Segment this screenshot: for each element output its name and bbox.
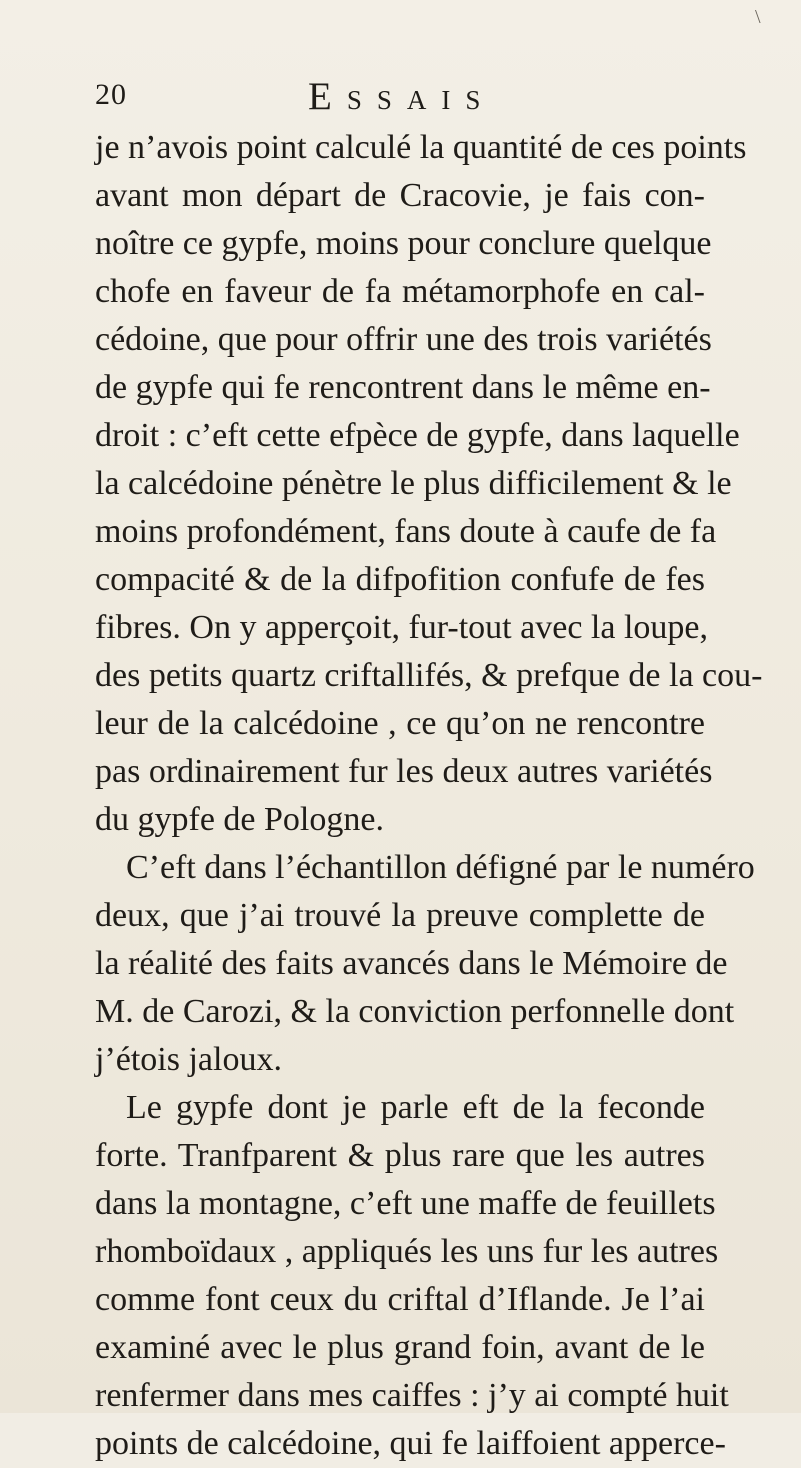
text-line: dans la montagne, c’eft une maffe de feuillets — [95, 1185, 716, 1222]
text-line: la calcédoine pénètre le plus difficilement & le — [95, 465, 732, 502]
text-line: examiné avec le plus grand foin, avant de le — [95, 1329, 705, 1366]
page-number: 20 — [95, 78, 127, 111]
corner-mark: \ — [755, 6, 761, 28]
text-line: compacité & de la difpofition confufe de fes — [95, 561, 705, 598]
text-line: rhomboïdaux , appliqués les uns fur les autres — [95, 1233, 719, 1270]
text-line: je n’avois point calculé la quantité de ces points — [95, 129, 747, 166]
running-head: Essais — [308, 75, 496, 118]
text-line: de gypfe qui fe rencontrent dans le même en- — [95, 369, 711, 406]
text-line: renfermer dans mes caiffes : j’y ai compté huit — [95, 1377, 729, 1414]
text-line: chofe en faveur de fa métamorphofe en cal- — [95, 273, 705, 310]
text-line: deux, que j’ai trouvé la preuve complette de — [95, 897, 705, 934]
text-line: j’étois jaloux. — [95, 1041, 282, 1078]
text-line: Le gypfe dont je parle eft de la feconde — [126, 1089, 705, 1126]
text-line: moins profondément, fans doute à caufe de fa — [95, 513, 717, 550]
text-line: droit : c’eft cette efpèce de gypfe, dans laquelle — [95, 417, 740, 454]
text-line: avant mon départ de Cracovie, je fais con- — [95, 177, 705, 214]
text-line: fibres. On y apperçoit, fur-tout avec la loupe, — [95, 609, 708, 646]
text-line: forte. Tranfparent & plus rare que les autres — [95, 1137, 705, 1174]
text-line: comme font ceux du criftal d’Iflande. Je l’ai — [95, 1281, 705, 1318]
text-line: leur de la calcédoine , ce qu’on ne rencontre — [95, 705, 705, 742]
text-line: du gypfe de Pologne. — [95, 801, 384, 838]
body-text — [95, 124, 763, 1468]
text-line: la réalité des faits avancés dans le Mémoire de — [95, 945, 728, 982]
text-line: C’eft dans l’échantillon défigné par le numéro — [126, 849, 755, 886]
text-line: noître ce gypfe, moins pour conclure quelque — [95, 225, 712, 262]
text-line: des petits quartz criftallifés, & prefque de la cou- — [95, 657, 763, 694]
text-line: cédoine, que pour offrir une des trois variétés — [95, 321, 712, 358]
page-header — [95, 74, 695, 124]
text-line: points de calcédoine, qui fe laiffoient apperce- — [95, 1425, 726, 1462]
text-line: M. de Carozi, & la conviction perfonnelle dont — [95, 993, 735, 1030]
text-line: pas ordinairement fur les deux autres variétés — [95, 753, 713, 790]
